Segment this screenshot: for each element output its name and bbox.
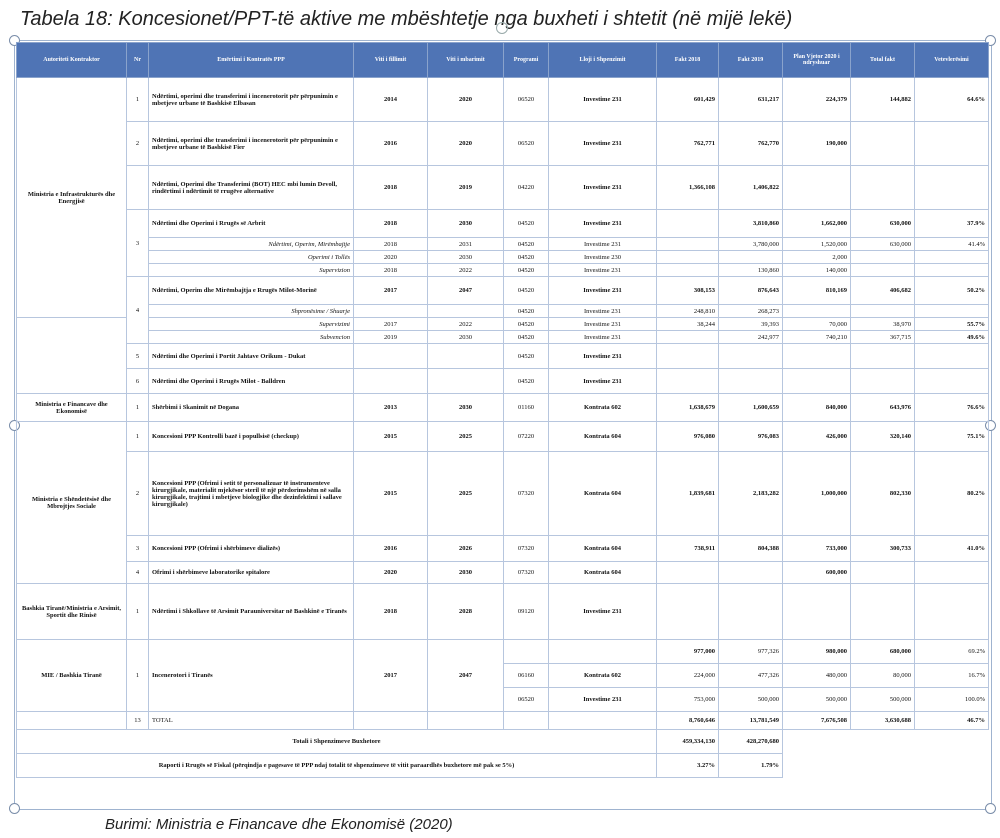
cell-f18: 224,000 xyxy=(657,664,719,688)
cell-eval: 55.7% xyxy=(915,318,989,331)
cell-eval: 37.9% xyxy=(915,210,989,238)
column-header: Plan Vjetor 2020 i ndryshuar xyxy=(783,43,851,78)
cell-total: 630,000 xyxy=(851,238,915,251)
cell-f18 xyxy=(657,344,719,369)
cell-f19: 762,770 xyxy=(719,122,783,166)
cell-program: 04520 xyxy=(504,318,549,331)
cell-name: Koncesioni PPP (Ofrimi i setit të personalizuar të instrumenteve kirurgjikale, materialit mjekësor steril të një përdorimshëm në salla kirurgjikale, trajtimi i mbetjeve biologjike dhe dezinfektimi i sallave kirurgjikale) xyxy=(149,452,354,536)
cell-end: 2030 xyxy=(428,251,504,264)
cell-nr: 1 xyxy=(127,584,149,640)
cell-total xyxy=(851,344,915,369)
cell-f18: 1,366,108 xyxy=(657,166,719,210)
cell-program: 04220 xyxy=(504,166,549,210)
cell-total: 367,715 xyxy=(851,331,915,344)
cell-total: 802,330 xyxy=(851,452,915,536)
cell-program: 04520 xyxy=(504,238,549,251)
cell-total xyxy=(851,584,915,640)
authority-cell: Ministria e Shëndetësisë dhe Mbrojtjes Sociale xyxy=(17,422,127,584)
cell-eval: 75.1% xyxy=(915,422,989,452)
cell-type: Investime 231 xyxy=(549,305,657,318)
cell-nr: 2 xyxy=(127,122,149,166)
column-header: Viti i mbarimit xyxy=(428,43,504,78)
cell-start: 2017 xyxy=(354,277,428,305)
cell-plan: 1,000,000 xyxy=(783,452,851,536)
cell-f19 xyxy=(719,369,783,394)
cell-f18: 601,429 xyxy=(657,78,719,122)
cell-f19: 631,217 xyxy=(719,78,783,122)
authority-cell xyxy=(17,318,127,331)
cell-nr: 1 xyxy=(127,394,149,422)
table-row xyxy=(17,78,989,122)
cell-f19: 977,326 xyxy=(719,640,783,664)
cell-name: Koncesioni PPP (Ofrimi i shërbimeve dializës) xyxy=(149,536,354,562)
cell-nr: 3 xyxy=(127,210,149,277)
column-header: Vetevlerësimi xyxy=(915,43,989,78)
cell-start: 2018 xyxy=(354,210,428,238)
cell-f18: 1,839,681 xyxy=(657,452,719,536)
cell-f18: 762,771 xyxy=(657,122,719,166)
cell-eval xyxy=(915,305,989,318)
table-row xyxy=(17,536,989,562)
resize-handle-icon[interactable] xyxy=(985,803,996,814)
cell-plan xyxy=(783,344,851,369)
cell-total: 38,970 xyxy=(851,318,915,331)
budget-total-row xyxy=(17,730,989,754)
cell-eval xyxy=(915,369,989,394)
table-header-row xyxy=(17,43,989,78)
authority-cell: Bashkia Tiranë/Ministria e Arsimit, Sportit dhe Rinisë xyxy=(17,584,127,640)
authority-cell: Ministria e Financave dhe Ekonomisë xyxy=(17,394,127,422)
cell-empty xyxy=(17,712,127,730)
cell-f18: 3.27% xyxy=(657,754,719,778)
table-row xyxy=(17,562,989,584)
cell-f19: 1.79% xyxy=(719,754,783,778)
cell-eval xyxy=(915,166,989,210)
total-row xyxy=(17,712,989,730)
cell-program: 09120 xyxy=(504,584,549,640)
cell-start xyxy=(354,305,428,318)
cell-type: Kontrata 604 xyxy=(549,536,657,562)
cell-total: 680,000 xyxy=(851,640,915,664)
cell-end: 2026 xyxy=(428,536,504,562)
cell-program: 04520 xyxy=(504,210,549,238)
cell-f18: 38,244 xyxy=(657,318,719,331)
cell-f18 xyxy=(657,562,719,584)
cell-total xyxy=(851,369,915,394)
cell-end: 2047 xyxy=(428,640,504,712)
cell-start: 2013 xyxy=(354,394,428,422)
cell-f18 xyxy=(657,369,719,394)
cell-plan: 733,000 xyxy=(783,536,851,562)
cell-start: 2016 xyxy=(354,536,428,562)
cell-plan: 70,000 xyxy=(783,318,851,331)
cell-name: Ndërtimi i Shkollave të Arsimit Parauniversitar në Bashkinë e Tiranës xyxy=(149,584,354,640)
cell-empty xyxy=(549,712,657,730)
cell-nr: 3 xyxy=(127,536,149,562)
cell-plan: 2,000 xyxy=(783,251,851,264)
table-row xyxy=(17,369,989,394)
cell-empty xyxy=(783,754,989,778)
cell-type: Investime 231 xyxy=(549,584,657,640)
cell-total: 643,976 xyxy=(851,394,915,422)
cell-end: 2031 xyxy=(428,238,504,251)
cell-f18 xyxy=(657,251,719,264)
cell-name: Ndërtimi, Operim, Mirëmbajtje xyxy=(149,238,354,251)
cell-eval: 69.2% xyxy=(915,640,989,664)
cell-name: Ndërtimi, Operimi dhe Transferimi (BOT) HEC mbi lumin Devoll, rindërtimi i ndërtimit të rrugëve alternative xyxy=(149,166,354,210)
column-header: Fakt 2018 xyxy=(657,43,719,78)
authority-cell xyxy=(17,331,127,344)
cell-name: Ndërtimi dhe Operimi i Portit Jahtave Orikum - Dukat xyxy=(149,344,354,369)
cell-nr: 2 xyxy=(127,452,149,536)
cell-f18: 459,334,130 xyxy=(657,730,719,754)
cell-eval xyxy=(915,122,989,166)
cell-eval: 64.6% xyxy=(915,78,989,122)
cell-name: Incenerotori i Tiranës xyxy=(149,640,354,712)
cell-f19: 1,406,822 xyxy=(719,166,783,210)
cell-eval xyxy=(915,584,989,640)
cell-name: Ndërtimi, operimi dhe transferimi i incenerotorit për përpunimin e mbetjeve urbane të Bashkisë Fier xyxy=(149,122,354,166)
cell-program: 06520 xyxy=(504,78,549,122)
cell-start: 2020 xyxy=(354,251,428,264)
cell-end: 2028 xyxy=(428,584,504,640)
cell-end xyxy=(428,305,504,318)
budget-total-label: Totali i Shpenzimeve Buxhetore xyxy=(17,730,657,754)
cell-start: 2015 xyxy=(354,452,428,536)
cell-f19: 242,977 xyxy=(719,331,783,344)
cell-type: Investime 231 xyxy=(549,78,657,122)
cell-program: 04520 xyxy=(504,369,549,394)
column-header: Lloji i Shpenzimit xyxy=(549,43,657,78)
authority-cell xyxy=(17,344,127,369)
cell-end: 2025 xyxy=(428,452,504,536)
cell-plan: 426,000 xyxy=(783,422,851,452)
column-header: Fakt 2019 xyxy=(719,43,783,78)
cell-plan xyxy=(783,166,851,210)
cell-name: Koncesioni PPP Kontrolli bazë i popullsisë (checkup) xyxy=(149,422,354,452)
cell-total xyxy=(851,251,915,264)
cell-total: 80,000 xyxy=(851,664,915,688)
cell-eval: 80.2% xyxy=(915,452,989,536)
cell-nr xyxy=(127,166,149,210)
cell-plan: 7,676,508 xyxy=(783,712,851,730)
cell-f19: 3,810,860 xyxy=(719,210,783,238)
table-row xyxy=(17,452,989,536)
cell-end: 2022 xyxy=(428,318,504,331)
cell-f18 xyxy=(657,264,719,277)
cell-name: Ndërtimi, Operim dhe Mirëmbajtja e Rrugës Milot-Morinë xyxy=(149,277,354,305)
cell-eval: 50.2% xyxy=(915,277,989,305)
cell-f18: 977,000 xyxy=(657,640,719,664)
cell-name: Subvencion xyxy=(149,331,354,344)
cell-total xyxy=(851,305,915,318)
cell-type: Investime 231 xyxy=(549,264,657,277)
cell-program: 06520 xyxy=(504,688,549,712)
resize-handle-icon[interactable] xyxy=(9,803,20,814)
table-row xyxy=(17,210,989,238)
source-caption: Burimi: Ministria e Financave dhe Ekonomisë (2020) xyxy=(105,816,453,833)
cell-f19: 876,643 xyxy=(719,277,783,305)
cell-start xyxy=(354,344,428,369)
cell-program: 07320 xyxy=(504,562,549,584)
cell-type: Investime 231 xyxy=(549,688,657,712)
cell-plan: 600,000 xyxy=(783,562,851,584)
cell-f18: 1,638,679 xyxy=(657,394,719,422)
table-row xyxy=(17,251,989,264)
cell-end xyxy=(428,344,504,369)
cell-end: 2025 xyxy=(428,422,504,452)
table-row xyxy=(17,166,989,210)
cell-program: 04520 xyxy=(504,331,549,344)
cell-end: 2030 xyxy=(428,331,504,344)
cell-name: Shpronësime / Shuarje xyxy=(149,305,354,318)
cell-type: Investime 231 xyxy=(549,238,657,251)
cell-program: 01160 xyxy=(504,394,549,422)
cell-nr: 1 xyxy=(127,78,149,122)
cell-end xyxy=(428,369,504,394)
cell-end: 2030 xyxy=(428,210,504,238)
cell-program: 04520 xyxy=(504,305,549,318)
table-row xyxy=(17,277,989,305)
cell-plan: 810,169 xyxy=(783,277,851,305)
cell-type: Investime 231 xyxy=(549,331,657,344)
cell-start: 2019 xyxy=(354,331,428,344)
cell-type: Kontrata 602 xyxy=(549,394,657,422)
cell-f18: 738,911 xyxy=(657,536,719,562)
cell-start: 2018 xyxy=(354,238,428,251)
cell-nr: 1 xyxy=(127,640,149,712)
table-row xyxy=(17,394,989,422)
rotate-handle-icon[interactable] xyxy=(496,22,508,34)
cell-nr: 6 xyxy=(127,369,149,394)
table-row xyxy=(17,305,989,318)
cell-type: Investime 230 xyxy=(549,251,657,264)
table-row xyxy=(17,331,989,344)
column-header: Nr xyxy=(127,43,149,78)
cell-program: 06520 xyxy=(504,122,549,166)
cell-nr: 4 xyxy=(127,562,149,584)
cell-start xyxy=(354,369,428,394)
cell-type: Investime 231 xyxy=(549,122,657,166)
cell-start: 2018 xyxy=(354,166,428,210)
cell-type: Investime 231 xyxy=(549,344,657,369)
cell-plan: 140,000 xyxy=(783,264,851,277)
column-header: Programi xyxy=(504,43,549,78)
cell-empty xyxy=(504,712,549,730)
cell-total: 630,000 xyxy=(851,210,915,238)
cell-start: 2017 xyxy=(354,640,428,712)
ratio-row xyxy=(17,754,989,778)
cell-f18: 976,080 xyxy=(657,422,719,452)
cell-name: Ndërtimi dhe Operimi i Rrugës së Arbrit xyxy=(149,210,354,238)
authority-cell: Ministria e Infrastrukturës dhe Energjisë xyxy=(17,78,127,318)
cell-name: TOTAL xyxy=(149,712,354,730)
cell-end: 2022 xyxy=(428,264,504,277)
cell-end: 2030 xyxy=(428,562,504,584)
cell-eval: 46.7% xyxy=(915,712,989,730)
cell-f19 xyxy=(719,344,783,369)
cell-empty xyxy=(783,730,989,754)
cell-total xyxy=(851,562,915,584)
cell-start: 2014 xyxy=(354,78,428,122)
table-row xyxy=(17,422,989,452)
cell-f18 xyxy=(657,238,719,251)
cell-f18 xyxy=(657,584,719,640)
cell-f19: 428,270,680 xyxy=(719,730,783,754)
cell-program: 04520 xyxy=(504,277,549,305)
cell-name: Operimi i Tollës xyxy=(149,251,354,264)
cell-f19: 1,600,659 xyxy=(719,394,783,422)
cell-empty xyxy=(428,712,504,730)
cell-plan: 224,379 xyxy=(783,78,851,122)
cell-plan: 500,000 xyxy=(783,688,851,712)
cell-f19: 2,183,282 xyxy=(719,452,783,536)
cell-end: 2020 xyxy=(428,78,504,122)
cell-total: 144,882 xyxy=(851,78,915,122)
cell-f19: 3,780,000 xyxy=(719,238,783,251)
column-header: Autoriteti Kontraktor xyxy=(17,43,127,78)
cell-empty xyxy=(354,712,428,730)
cell-f18: 753,000 xyxy=(657,688,719,712)
cell-f19: 500,000 xyxy=(719,688,783,712)
cell-type: Investime 231 xyxy=(549,318,657,331)
table-row xyxy=(17,238,989,251)
authority-cell xyxy=(17,369,127,394)
ratio-label: Raporti i Rrugës së Fiskal (përqindja e pagesave të PPP ndaj totalit të shpenzimeve të vitit paraardhës buxhetore më pak se 5%) xyxy=(17,754,657,778)
table-row xyxy=(17,344,989,369)
cell-type: Investime 231 xyxy=(549,369,657,394)
cell-plan: 1,520,000 xyxy=(783,238,851,251)
cell-total: 500,000 xyxy=(851,688,915,712)
cell-name: Ofrimi i shërbimeve laboratorike spitalore xyxy=(149,562,354,584)
cell-plan xyxy=(783,584,851,640)
table-row xyxy=(17,318,989,331)
cell-program: 04520 xyxy=(504,251,549,264)
cell-end: 2020 xyxy=(428,122,504,166)
cell-f19 xyxy=(719,584,783,640)
cell-name: Ndërtimi dhe Operimi i Rrugës Milot - Balldren xyxy=(149,369,354,394)
cell-nr: 4 xyxy=(127,277,149,344)
cell-plan: 190,000 xyxy=(783,122,851,166)
cell-eval: 41.4% xyxy=(915,238,989,251)
cell-type: Investime 231 xyxy=(549,166,657,210)
cell-f19 xyxy=(719,562,783,584)
cell-end: 2030 xyxy=(428,394,504,422)
column-header: Total fakt xyxy=(851,43,915,78)
table-row xyxy=(17,640,989,664)
cell-start: 2018 xyxy=(354,264,428,277)
ppp-concessions-table xyxy=(16,42,989,778)
cell-nr: 1 xyxy=(127,422,149,452)
cell-end: 2047 xyxy=(428,277,504,305)
table-row xyxy=(17,122,989,166)
cell-eval: 41.0% xyxy=(915,536,989,562)
cell-plan: 980,000 xyxy=(783,640,851,664)
cell-start: 2020 xyxy=(354,562,428,584)
cell-plan: 840,000 xyxy=(783,394,851,422)
cell-f18: 308,153 xyxy=(657,277,719,305)
cell-f19: 804,388 xyxy=(719,536,783,562)
cell-type: Investime 231 xyxy=(549,210,657,238)
cell-program: 04520 xyxy=(504,344,549,369)
cell-eval xyxy=(915,562,989,584)
cell-name: Shërbimi i Skanimit në Dogana xyxy=(149,394,354,422)
cell-f19: 13,781,549 xyxy=(719,712,783,730)
cell-type: Kontrata 604 xyxy=(549,452,657,536)
cell-f18: 8,760,646 xyxy=(657,712,719,730)
column-header: Emërtimi i Kontratës PPP xyxy=(149,43,354,78)
cell-program: 07220 xyxy=(504,422,549,452)
cell-plan xyxy=(783,305,851,318)
cell-eval xyxy=(915,251,989,264)
cell-program: 04520 xyxy=(504,264,549,277)
cell-f19: 39,393 xyxy=(719,318,783,331)
cell-plan: 1,662,000 xyxy=(783,210,851,238)
cell-program: 06160 xyxy=(504,664,549,688)
cell-total: 300,733 xyxy=(851,536,915,562)
cell-total: 3,630,688 xyxy=(851,712,915,730)
cell-eval: 76.6% xyxy=(915,394,989,422)
cell-start: 2018 xyxy=(354,584,428,640)
cell-total: 406,682 xyxy=(851,277,915,305)
cell-program: 07320 xyxy=(504,452,549,536)
cell-f18: 248,810 xyxy=(657,305,719,318)
cell-start: 2017 xyxy=(354,318,428,331)
cell-plan: 480,000 xyxy=(783,664,851,688)
cell-name: Supervizimi xyxy=(149,318,354,331)
cell-type xyxy=(549,640,657,664)
cell-eval: 49.6% xyxy=(915,331,989,344)
cell-f19: 976,083 xyxy=(719,422,783,452)
cell-nr: 13 xyxy=(127,712,149,730)
cell-f19: 268,273 xyxy=(719,305,783,318)
cell-type: Kontrata 602 xyxy=(549,664,657,688)
cell-eval: 16.7% xyxy=(915,664,989,688)
cell-f18 xyxy=(657,210,719,238)
cell-f19: 477,326 xyxy=(719,664,783,688)
table-title: Tabela 18: Koncesionet/PPT-të aktive me mbështetje nga buxheti i shtetit (në mijë lekë) xyxy=(20,8,793,30)
cell-total xyxy=(851,264,915,277)
cell-type: Investime 231 xyxy=(549,277,657,305)
cell-total xyxy=(851,122,915,166)
cell-program xyxy=(504,640,549,664)
cell-plan: 740,210 xyxy=(783,331,851,344)
cell-nr: 5 xyxy=(127,344,149,369)
cell-program: 07320 xyxy=(504,536,549,562)
cell-eval xyxy=(915,344,989,369)
cell-eval: 100.0% xyxy=(915,688,989,712)
cell-name: Ndërtimi, operimi dhe transferimi i incenerotorit për përpunimin e mbetjeve urbane të Bashkisë Elbasan xyxy=(149,78,354,122)
cell-plan xyxy=(783,369,851,394)
cell-end: 2019 xyxy=(428,166,504,210)
cell-name: Supervizion xyxy=(149,264,354,277)
table-row xyxy=(17,584,989,640)
cell-f19: 130,860 xyxy=(719,264,783,277)
cell-total xyxy=(851,166,915,210)
cell-eval xyxy=(915,264,989,277)
authority-cell: MIE / Bashkia Tiranë xyxy=(17,640,127,712)
cell-start: 2016 xyxy=(354,122,428,166)
cell-type: Kontrata 604 xyxy=(549,422,657,452)
cell-f19 xyxy=(719,251,783,264)
cell-f18 xyxy=(657,331,719,344)
table-row xyxy=(17,264,989,277)
column-header: Viti i fillimit xyxy=(354,43,428,78)
cell-start: 2015 xyxy=(354,422,428,452)
cell-total: 320,140 xyxy=(851,422,915,452)
cell-type: Kontrata 604 xyxy=(549,562,657,584)
